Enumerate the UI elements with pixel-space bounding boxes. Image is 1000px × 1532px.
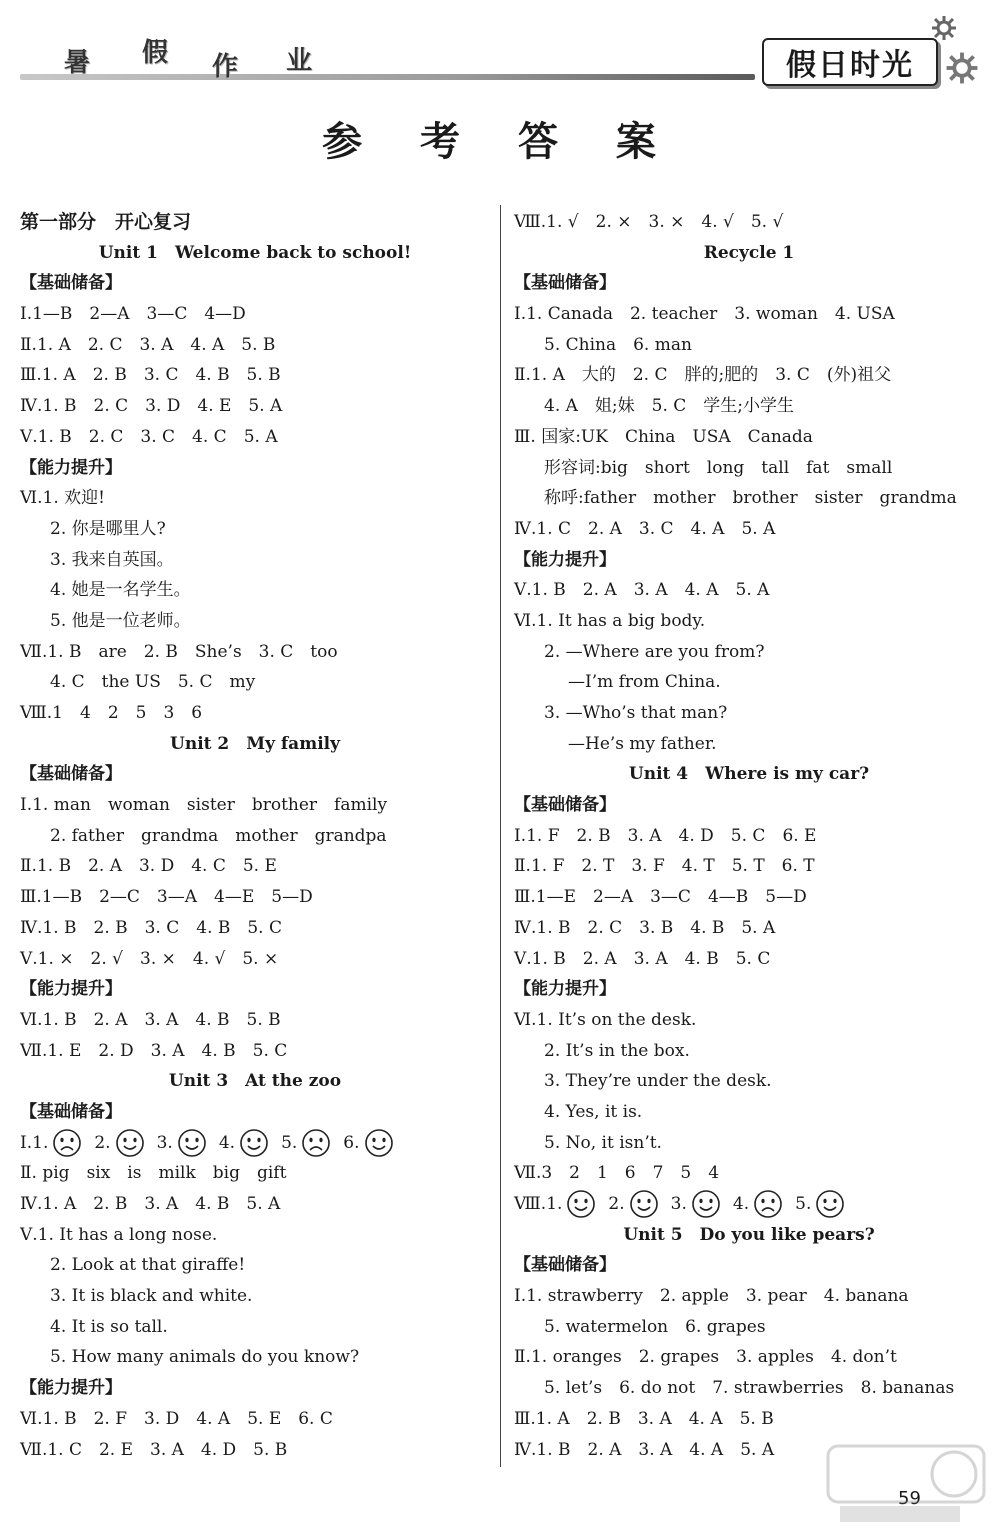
answer-line: Ⅰ.1. Canada 2. teacher 3. woman 4. USA: [514, 304, 895, 325]
watermark-logo: [826, 1440, 986, 1530]
answer-number: 3.: [670, 1194, 687, 1215]
answer-line: Ⅴ.1. B 2. A 3. A 4. B 5. C: [514, 948, 771, 969]
answer-line: Ⅰ.1. F 2. B 3. A 4. D 5. C 6. E: [514, 825, 817, 846]
happy-face-icon: [364, 1128, 394, 1158]
answer-number: 3.: [156, 1132, 173, 1153]
subsection-heading: 【能力提升】: [20, 979, 122, 1000]
answer-line: 5. watermelon 6. grapes: [544, 1316, 766, 1337]
face-answer: [32, 1128, 82, 1158]
unit-title: Unit 1 Welcome back to school!: [98, 242, 412, 263]
subsection-heading: 【基础储备】: [20, 1101, 122, 1122]
face-answer: [608, 1189, 658, 1219]
answer-line: Ⅶ.1. C 2. E 3. A 4. D 5. B: [20, 1439, 288, 1460]
answer-line: Ⅱ.1. oranges 2. grapes 3. apples 4. don’t: [514, 1347, 897, 1368]
answer-line: 2. It’s in the box.: [544, 1040, 690, 1061]
answer-label: Ⅷ.: [514, 1194, 547, 1215]
face-answer: [343, 1128, 393, 1158]
right-column: [514, 207, 984, 1465]
answer-line: 形容词:big short long tall fat small: [544, 457, 893, 478]
answer-number: 2.: [94, 1132, 111, 1153]
page-number: 59: [898, 1488, 921, 1509]
answer-number: 5.: [281, 1132, 298, 1153]
happy-face-icon: [177, 1128, 207, 1158]
answer-label: Ⅰ.: [20, 1132, 33, 1153]
answer-line: 2. father grandma mother grandpa: [50, 825, 387, 846]
column-divider: [500, 205, 501, 1467]
subsection-heading: 【能力提升】: [514, 979, 616, 1000]
subsection-heading: 【基础储备】: [514, 273, 616, 294]
answer-number: 2.: [608, 1194, 625, 1215]
answer-line: 2. —Where are you from?: [544, 641, 765, 662]
answer-line: 3. 我来自英国。: [50, 549, 174, 570]
subsection-heading: 【基础储备】: [514, 795, 616, 816]
answer-line: 4. It is so tall.: [50, 1316, 168, 1337]
answer-line: Ⅵ.1. It’s on the desk.: [514, 1009, 697, 1030]
answer-line: 5. let’s 6. do not 7. strawberries 8. bananas: [544, 1378, 955, 1399]
answer-number: 1.: [32, 1132, 49, 1153]
section-title: 第一部分 开心复习: [20, 211, 192, 233]
unit-title: Unit 2 My family: [170, 733, 340, 754]
answer-line: Ⅴ.1. × 2. √ 3. × 4. √ 5. ×: [20, 948, 279, 969]
answer-line: Ⅵ.1. B 2. A 3. A 4. B 5. B: [20, 1009, 281, 1030]
answer-line: Ⅲ.1. A 2. B 3. A 4. A 5. B: [514, 1408, 774, 1429]
answer-line: 2. 你是哪里人?: [50, 518, 166, 539]
answer-line: Ⅷ.1. √ 2. × 3. × 4. √ 5. √: [514, 212, 784, 232]
answer-line: Ⅲ.1—E 2—A 3—C 4—B 5—D: [514, 887, 807, 908]
answer-line: 称呼:father mother brother sister grandma: [544, 488, 957, 509]
happy-face-icon: [239, 1128, 269, 1158]
answer-line: Ⅲ.1—B 2—C 3—A 4—E 5—D: [20, 887, 313, 908]
answer-number: 4.: [218, 1132, 236, 1153]
page-header: [0, 0, 1000, 100]
happy-face-icon: [691, 1189, 721, 1219]
header-char: 业: [286, 46, 313, 76]
answer-line: 5. China 6. man: [544, 334, 692, 355]
answer-line: 3. It is black and white.: [50, 1286, 253, 1307]
header-char: 假: [142, 38, 169, 68]
face-answer-row: [20, 1128, 490, 1159]
face-answer: [546, 1189, 596, 1219]
answer-line: Ⅳ.1. A 2. B 3. A 4. B 5. A: [20, 1194, 281, 1214]
face-answer: [671, 1189, 721, 1219]
answer-number: 5.: [795, 1194, 812, 1215]
sad-face-icon: [301, 1128, 331, 1158]
answer-number: 6.: [343, 1132, 360, 1153]
answer-line: Ⅲ.1. A 2. B 3. C 4. B 5. B: [20, 365, 281, 386]
answer-line: Ⅳ.1. B 2. A 3. A 4. A 5. A: [514, 1439, 775, 1460]
answer-line: Ⅳ.1. C 2. A 3. C 4. A 5. A: [514, 518, 776, 539]
gear-icon: [944, 50, 980, 86]
subsection-heading: 【基础储备】: [20, 273, 122, 294]
face-answer: [733, 1189, 783, 1219]
answer-line: 4. 她是一名学生。: [50, 580, 191, 601]
left-column: [20, 207, 490, 1465]
answer-line: Ⅱ.1. A 大的 2. C 胖的;肥的 3. C (外)祖父: [514, 365, 892, 386]
gear-icon: [930, 14, 958, 42]
answer-line: Ⅷ.1 4 2 5 3 6: [20, 703, 203, 723]
answer-line: 3. They’re under the desk.: [544, 1071, 772, 1092]
answer-line: Ⅱ.1. A 2. C 3. A 4. A 5. B: [20, 334, 276, 355]
answer-line: Ⅵ.1. It has a big body.: [514, 610, 706, 631]
unit-title: Unit 3 At the zoo: [168, 1071, 342, 1092]
face-answer: [157, 1128, 207, 1158]
answer-line: Ⅴ.1. B 2. A 3. A 4. A 5. A: [514, 580, 770, 601]
subsection-heading: 【能力提升】: [514, 549, 616, 570]
answer-line: 5. No, it isn’t.: [544, 1132, 662, 1153]
answer-line: Ⅱ.1. B 2. A 3. D 4. C 5. E: [20, 856, 277, 877]
answer-line: Ⅶ.1. B are 2. B She’s 3. C too: [20, 641, 338, 662]
answer-line: Ⅳ.1. B 2. C 3. B 4. B 5. A: [514, 917, 776, 938]
subsection-heading: 【能力提升】: [20, 457, 122, 478]
happy-face-icon: [629, 1189, 659, 1219]
face-answer: [94, 1128, 144, 1158]
answer-line: 4. C the US 5. C my: [50, 672, 256, 693]
answer-line: Ⅳ.1. B 2. B 3. C 4. B 5. C: [20, 917, 282, 938]
subsection-heading: 【基础储备】: [20, 764, 122, 785]
sad-face-icon: [753, 1189, 783, 1219]
answer-line: Ⅳ.1. B 2. C 3. D 4. E 5. A: [20, 396, 283, 417]
answer-line: Ⅴ.1. B 2. C 3. C 4. C 5. A: [20, 426, 278, 447]
unit-title: Recycle 1: [703, 242, 795, 263]
answer-line: Ⅵ.1. 欢迎!: [20, 488, 105, 509]
subsection-heading: 【基础储备】: [514, 1255, 616, 1276]
answer-line: 4. A 姐;妹 5. C 学生;小学生: [544, 396, 794, 417]
answer-line: Ⅶ.3 2 1 6 7 5 4: [514, 1163, 720, 1184]
answer-line: Ⅵ.1. B 2. F 3. D 4. A 5. E 6. C: [20, 1408, 333, 1429]
answer-line: —I’m from China.: [568, 672, 721, 693]
answer-line: Ⅶ.1. E 2. D 3. A 4. B 5. C: [20, 1040, 288, 1061]
happy-face-icon: [566, 1189, 596, 1219]
happy-face-icon: [115, 1128, 145, 1158]
sad-face-icon: [52, 1128, 82, 1158]
unit-title: Unit 5 Do you like pears?: [623, 1224, 875, 1245]
answer-line: Ⅱ.1. F 2. T 3. F 4. T 5. T 6. T: [514, 856, 815, 877]
answer-line: Ⅱ. pig six is milk big gift: [20, 1163, 287, 1184]
brand-box: 假日时光: [762, 38, 938, 86]
face-answer: [795, 1189, 845, 1219]
answer-line: Ⅲ. 国家:UK China USA Canada: [514, 426, 813, 447]
subsection-heading: 【能力提升】: [20, 1378, 122, 1399]
face-answer-row: [514, 1189, 984, 1220]
face-answer: [219, 1128, 269, 1158]
answer-number: 4.: [732, 1194, 750, 1215]
header-char: 作: [212, 52, 239, 82]
answer-line: 5. 他是一位老师。: [50, 610, 191, 631]
answer-line: Ⅴ.1. It has a long nose.: [20, 1224, 218, 1245]
answer-line: —He’s my father.: [568, 733, 717, 754]
unit-title: Unit 4 Where is my car?: [628, 764, 870, 785]
answer-line: 4. Yes, it is.: [544, 1101, 643, 1122]
page-title: 参 考 答 案: [322, 119, 678, 165]
answer-line: Ⅰ.1—B 2—A 3—C 4—D: [20, 304, 246, 325]
answer-line: 5. How many animals do you know?: [50, 1347, 360, 1368]
face-answer: [281, 1128, 331, 1158]
answer-number: 1.: [546, 1194, 563, 1215]
happy-face-icon: [815, 1189, 845, 1219]
answer-line: 3. —Who’s that man?: [544, 703, 728, 723]
answer-line: Ⅰ.1. strawberry 2. apple 3. pear 4. banana: [514, 1286, 909, 1307]
answer-line: Ⅰ.1. man woman sister brother family: [20, 795, 388, 816]
header-char: 暑: [64, 48, 91, 78]
answer-line: 2. Look at that giraffe!: [50, 1255, 246, 1276]
header-summer-homework: [60, 30, 360, 80]
